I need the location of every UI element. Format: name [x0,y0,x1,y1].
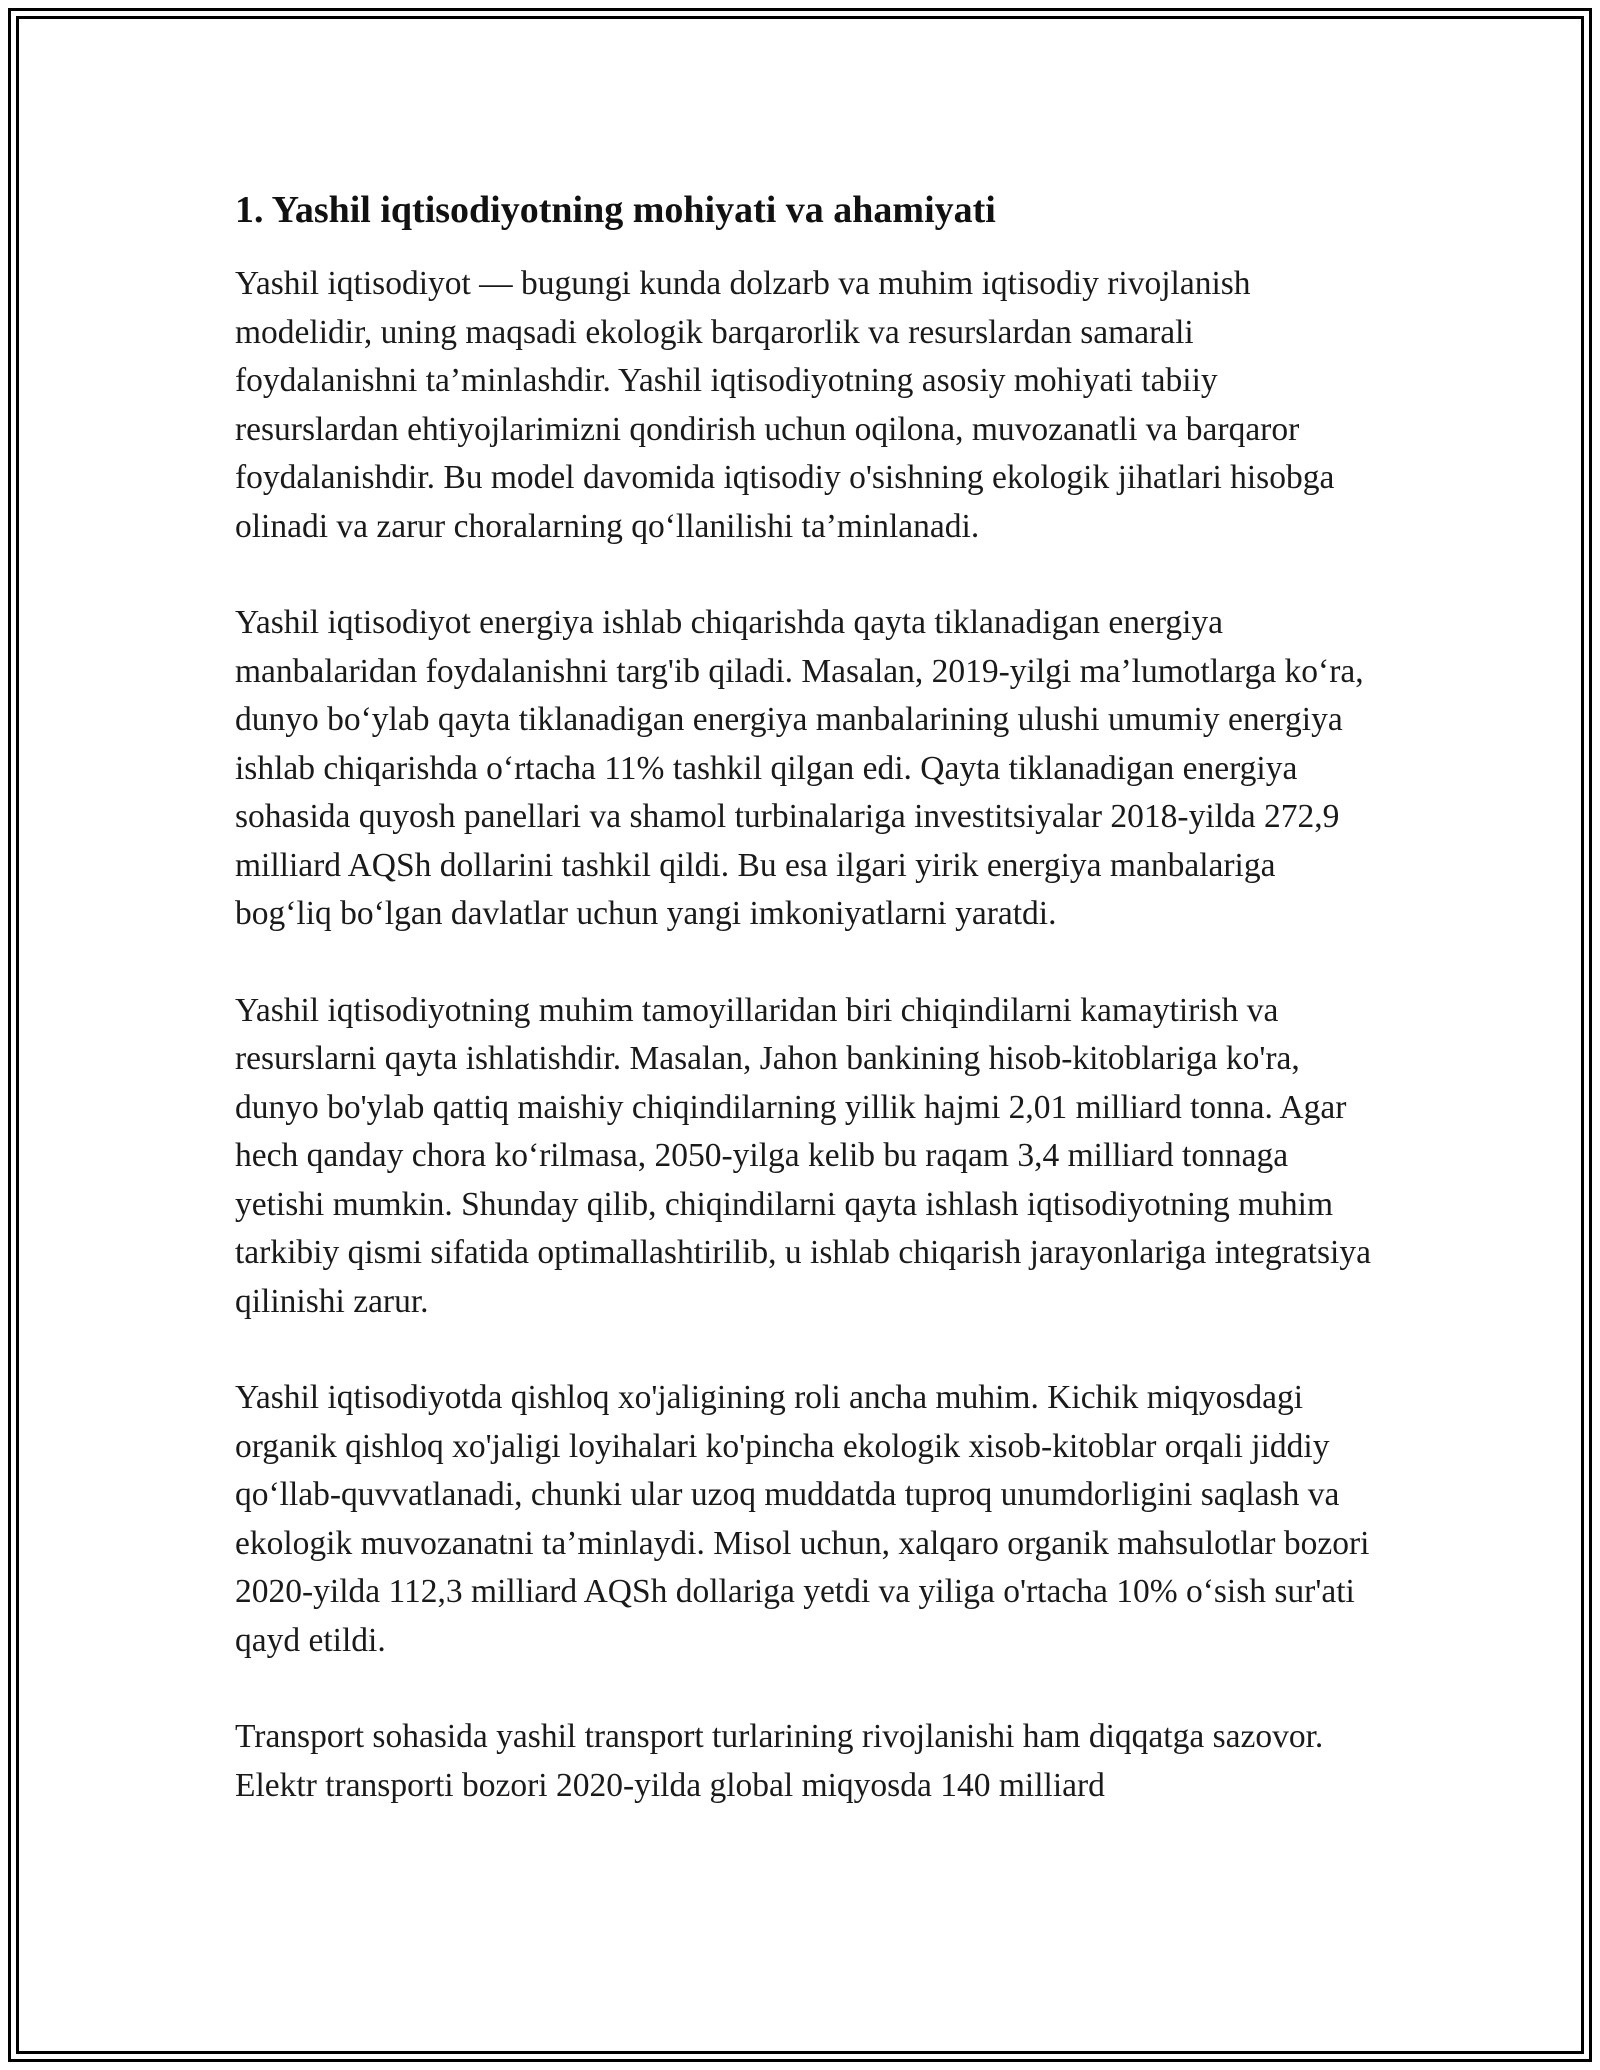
paragraph-5: Transport sohasida yashil transport turlarining rivojlanishi ham diqqatga sazovor. Elektr transporti bozori 2020-yilda global miqyosda 140 milliard [235,1718,1324,1804]
paragraph-2: Yashil iqtisodiyot energiya ishlab chiqarishda qayta tiklanadigan energiya manbalaridan foydalanishni targ'ib qiladi. Masalan, 2019-yilgi ma’lumotlarga ko‘ra, dunyo bo‘ylab qayta tiklanadigan energiya manbalarining ulushi umumiy energiya ishlab chiqarishda o‘rtacha 11% tashkil qilgan edi. Qayta tiklanadigan energiya sohasida quyosh panellari va shamol turbinalariga investitsiyalar 2018-yilda 272,9 milliard AQSh dollarini tashkil qildi. Bu esa ilgari yirik energiya manbalariga bog‘liq bo‘lgan davlatlar uchun yangi imkoniyatlarni yaratdi. [235,604,1364,932]
paragraph-3: Yashil iqtisodiyotning muhim tamoyillaridan biri chiqindilarni kamaytirish va resurslarni qayta ishlatishdir. Masalan, Jahon bankining hisob-kitoblariga ko'ra, dunyo bo'ylab qattiq maishiy chiqindilarning yillik hajmi 2,01 milliard tonna. Agar hech qanday chora ko‘rilmasa, 2050-yilga kelib bu raqam 3,4 milliard tonnaga yetishi mumkin. Shunday qilib, chiqindilarni qayta ishlash iqtisodiyotning muhim tarkibiy qismi sifatida optimallashtirilib, u ishlab chiqarish jarayonlariga integratsiya qilinishi zarur. [235,991,1371,1320]
section-heading: 1. Yashil iqtisodiyotning mohiyati va ahamiyati [235,189,996,231]
document-body [235,186,1375,1858]
paragraph-1: Yashil iqtisodiyot — bugungi kunda dolzarb va muhim iqtisodiy rivojlanish modelidir, uning maqsadi ekologik barqarorlik va resurslardan samarali foydalanishni ta’minlashdir. Yashil iqtisodiyotning asosiy mohiyati tabiiy resurslardan ehtiyojlarimizni qondirish uchun oqilona, muvozanatli va barqaror foydalanishdir. Bu model davomida iqtisodiy o'sishning ekologik jihatlari hisobga olinadi va zarur choralarning qo‘llanilishi ta’minlanadi. [235,265,1335,545]
paragraph-4: Yashil iqtisodiyotda qishloq xo'jaligining roli ancha muhim. Kichik miqyosdagi organik qishloq xo'jaligi loyihalari ko'pincha ekologik xisob-kitoblar orqali jiddiy qo‘llab-quvvatlanadi, chunki ular uzoq muddatda tuproq unumdorligini saqlash va ekologik muvozanatni ta’minlaydi. Misol uchun, xalqaro organik mahsulotlar bozori 2020-yilda 112,3 milliard AQSh dollariga yetdi va yiliga o'rtacha 10% o‘sish sur'ati qayd etildi. [235,1379,1370,1659]
